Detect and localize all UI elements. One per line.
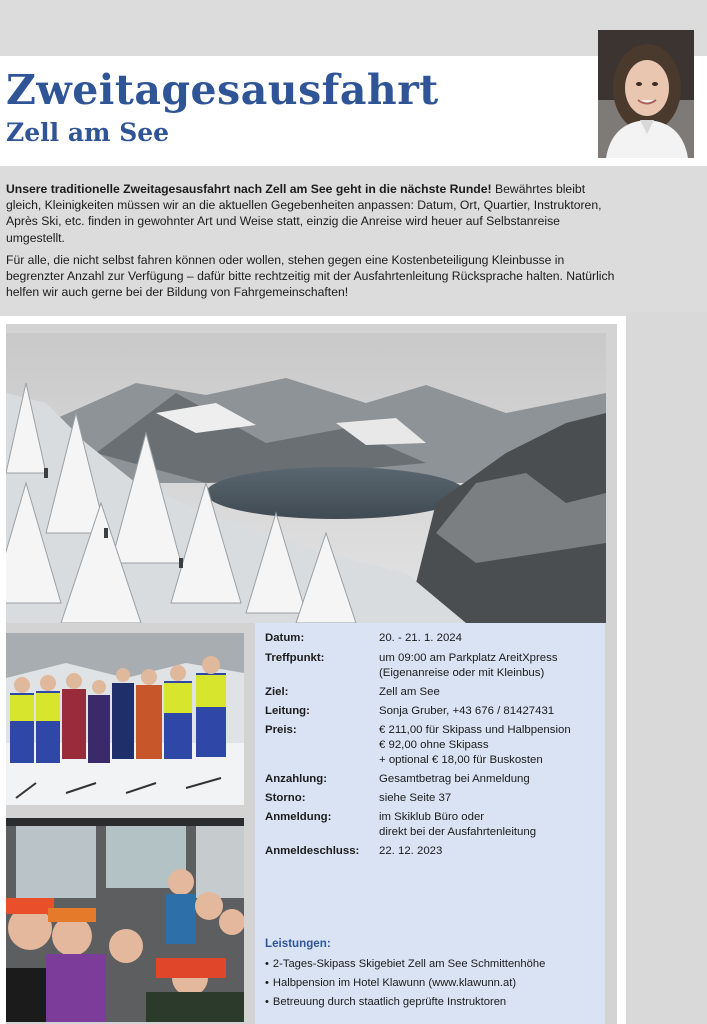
gondola-selfie-photo [6,818,244,1022]
detail-label: Datum: [265,632,305,644]
detail-label: Ziel: [265,686,289,698]
detail-label: Leitung: [265,705,310,717]
portrait-photo [598,30,694,158]
lake-landscape-photo [6,333,606,623]
page-subtitle: Zell am See [6,118,170,147]
intro-paragraph-2: Für alle, die nicht selbst fahren können oder wollen, stehen gegen eine Kostenbeteiligung Kleinbusse in begrenzter Anzahl zur Verfügung – dafür bitte rechtzeitig mit der Ausfahrtenleitung Rücksprache halten. Natürlich helfen wir auch gerne bei der Bildung von Fahrgemeinschaften! [6,252,615,300]
detail-value-line: Sonja Gruber, +43 676 / 81427431 [379,705,555,717]
detail-value-line: im Skiklub Büro oder [379,811,485,823]
detail-value-line: + optional € 18,00 für Buskosten [379,754,543,766]
detail-value-line: 22. 12. 2023 [379,845,443,857]
detail-value [379,772,609,787]
detail-value [379,791,609,806]
detail-value [379,651,609,681]
detail-value-line: (Eigenanreise oder mit Kleinbus) [379,667,545,679]
detail-label: Anmeldeschluss: [265,845,360,857]
ski-group-photo [6,633,244,805]
detail-value [379,631,609,646]
detail-value-line: € 92,00 ohne Skipass [379,739,489,751]
detail-label: Preis: [265,724,297,736]
intro-paragraph-1 [6,181,618,246]
leistungen-item: • 2-Tages-Skipass Skigebiet Zell am See Schmittenhöhe [265,956,545,972]
detail-value-line: € 211,00 für Skipass und Halbpension [379,724,571,736]
intro-text [6,181,618,306]
right-gray-strip [626,312,707,1024]
detail-value [379,704,609,719]
detail-value-line: um 09:00 am Parkplatz AreitXpress [379,652,558,664]
leistungen-item: • Halbpension im Hotel Klawunn (www.klawunn.at) [265,975,545,991]
detail-value [379,723,609,768]
intro-lead-rest: Bewährtes bleibt gleich, Kleinigkeiten müssen wir an die aktuellen Gegebenheiten anpassen: Datum, Ort, Quartier, Instruktoren, Après Ski, etc. finden in gewohnter Art und Weise statt, einzig die Anreise wird heuer auf Selbstanreise umgestellt. [6,182,602,245]
leistungen-heading: Leistungen: [265,937,331,950]
detail-value-line: siehe Seite 37 [379,792,452,804]
detail-label: Storno: [265,792,306,804]
detail-value-line: Zell am See [379,686,440,698]
detail-value-line: direkt bei der Ausfahrtenleitung [379,826,537,838]
detail-value-line: 20. - 21. 1. 2024 [379,632,462,644]
detail-value [379,844,609,859]
detail-label: Anmeldung: [265,811,332,823]
leistungen-list [265,956,545,1013]
detail-label: Treffpunkt: [265,652,325,664]
leistungen-item: • Betreuung durch staatlich geprüfte Instruktoren [265,994,545,1010]
detail-value [379,810,609,840]
page-title: Zweitagesausfahrt [6,66,439,114]
detail-value [379,685,609,700]
detail-value-line: Gesamtbetrag bei Anmeldung [379,773,530,785]
detail-label: Anzahlung: [265,773,328,785]
intro-lead-bold: Unsere traditionelle Zweitagesausfahrt nach Zell am See geht in die nächste Runde! [6,182,492,196]
